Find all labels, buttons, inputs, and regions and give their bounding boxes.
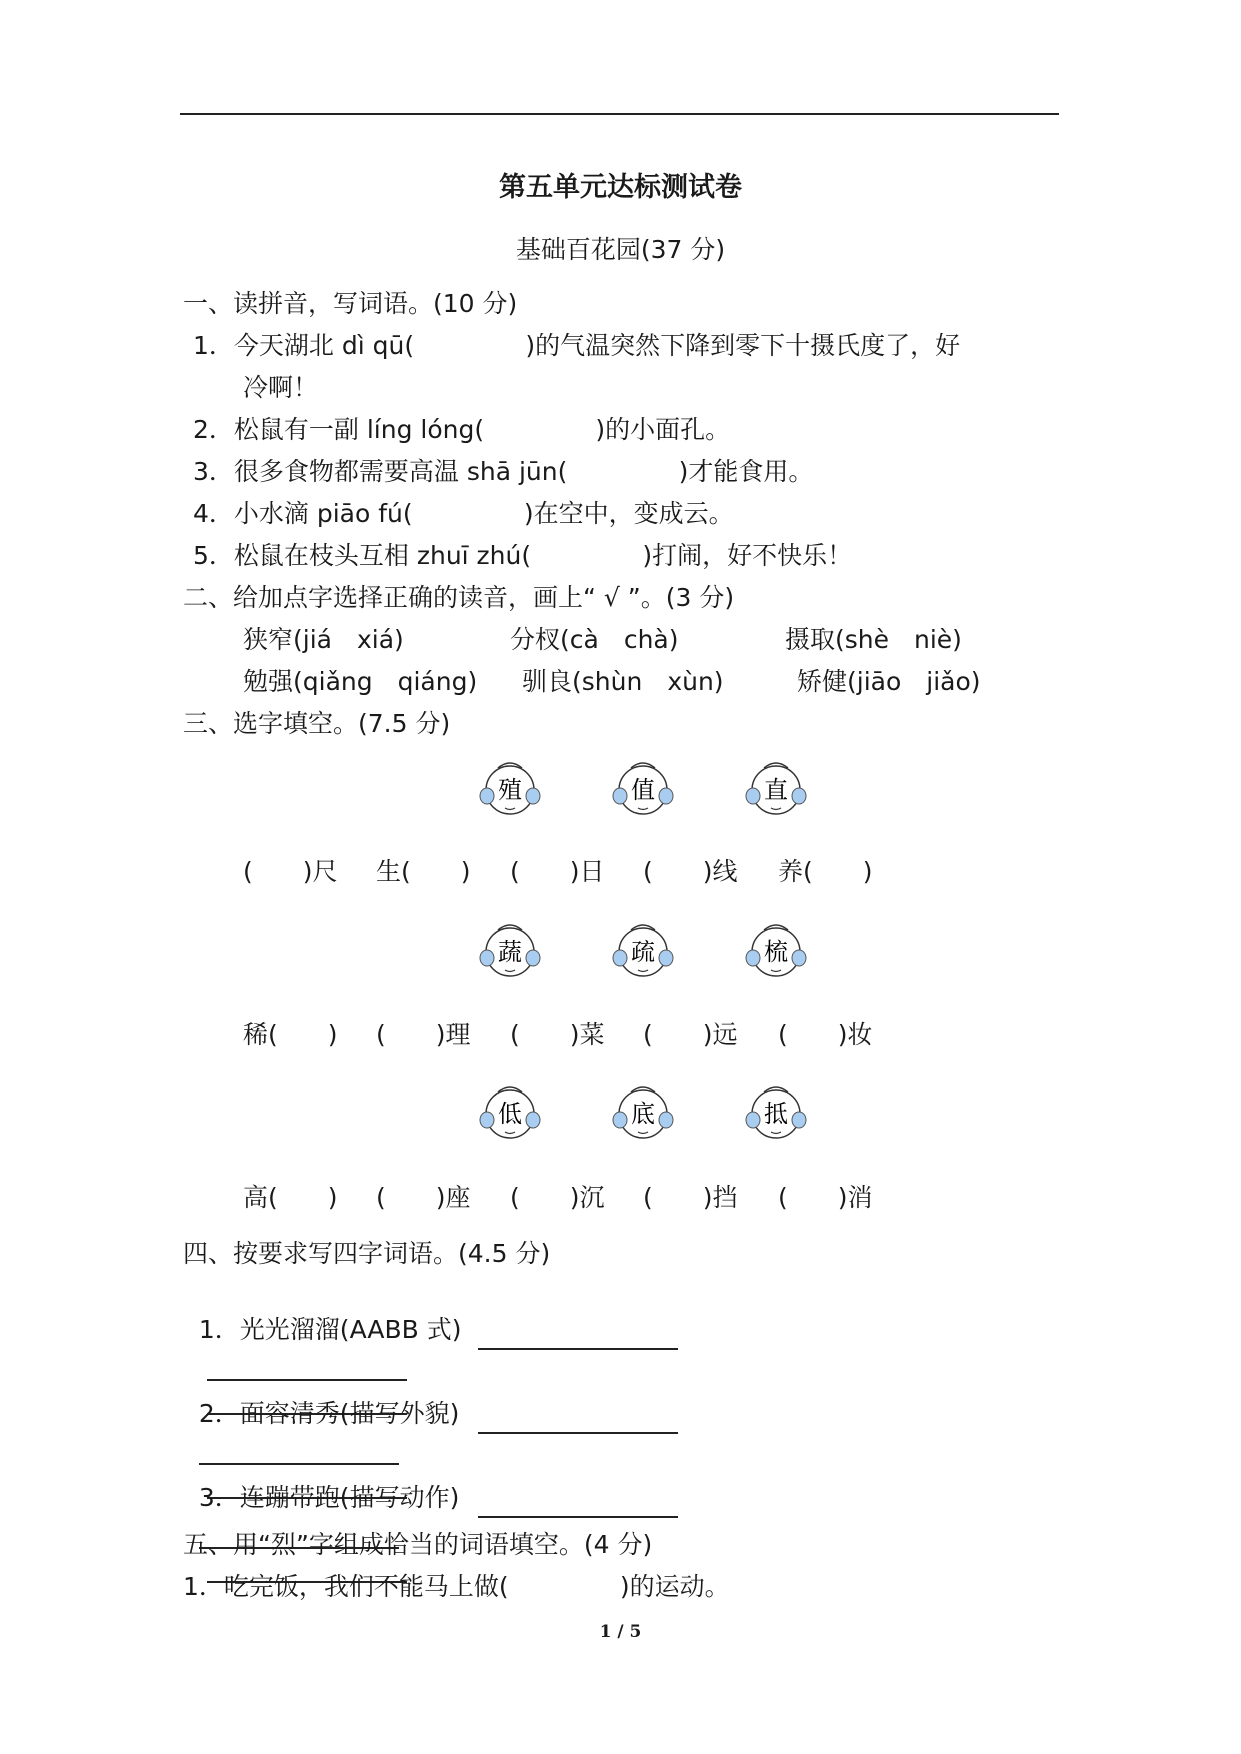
s3-blank[interactable]: ( )座 [376, 1183, 471, 1212]
character-face-icon [478, 1082, 542, 1142]
character-face-icon [611, 1082, 675, 1142]
face-char: 直 [764, 776, 788, 804]
face-char: 殖 [498, 776, 522, 804]
s4-question-2-label: 2．面容清秀(描写外貌) [198, 1399, 460, 1428]
s2-item[interactable]: 勉强(qiǎng qiáng) [243, 667, 478, 696]
top-rule [180, 113, 1059, 115]
section1-heading: 一、读拼音，写词语。(10 分) [183, 289, 518, 318]
face-char: 蔬 [498, 938, 522, 966]
answer-line[interactable] [478, 1406, 678, 1434]
s2-item[interactable]: 驯良(shùn xùn) [522, 667, 724, 696]
s5-question-1: 1．吃完饭，我们不能马上做( )的运动。 [183, 1572, 730, 1601]
answer-line[interactable] [478, 1322, 678, 1350]
answer-line[interactable] [478, 1490, 678, 1518]
section3-heading: 三、选字填空。(7.5 分) [183, 709, 451, 738]
s3-blank[interactable]: ( )菜 [510, 1020, 605, 1049]
face-char: 疏 [631, 938, 655, 966]
s3-blank[interactable]: ( )线 [643, 857, 738, 886]
s4-question-3-label: 3．连蹦带跑(描写动作) [198, 1483, 460, 1512]
s3-blank[interactable]: ( )妆 [778, 1020, 873, 1049]
s1-question-5: 5．松鼠在枝头互相 zhuī zhú( )打闹，好不快乐！ [193, 541, 853, 570]
s3-blank[interactable]: ( )理 [376, 1020, 471, 1049]
s2-item[interactable]: 狭窄(jiá xiá) [243, 625, 404, 654]
s1-question-3: 3．很多食物都需要高温 shā jūn( )才能食用。 [193, 457, 814, 486]
character-face-icon [478, 758, 542, 818]
s3-blank[interactable]: ( )沉 [510, 1183, 605, 1212]
s3-blank[interactable]: 养( ) [778, 857, 873, 886]
character-face-icon [744, 920, 808, 980]
section2-heading: 二、给加点字选择正确的读音，画上“ √ ”。(3 分) [183, 583, 735, 612]
page-title: 第五单元达标测试卷 [499, 172, 742, 203]
face-char: 抵 [764, 1100, 788, 1128]
s3-blank[interactable]: ( )消 [778, 1183, 873, 1212]
s3-blank[interactable]: 稀( ) [243, 1020, 338, 1049]
face-char: 值 [631, 776, 655, 804]
character-face-icon [478, 920, 542, 980]
s3-blank[interactable]: ( )挡 [643, 1183, 738, 1212]
face-char: 梳 [764, 938, 788, 966]
section5-heading: 五、用“烈”字组成恰当的词语填空。(4 分) [183, 1530, 653, 1559]
s1-question-1-cont: 冷啊！ [243, 373, 319, 402]
s4-question-3 [183, 1447, 459, 1583]
s3-blank[interactable]: ( )远 [643, 1020, 738, 1049]
s4-question-1-label: 1．光光溜溜(AABB 式) [198, 1315, 462, 1344]
s1-question-1: 1．今天湖北 dì qū( )的气温突然下降到零下十摄氏度了，好 [193, 331, 961, 360]
character-face-icon [744, 758, 808, 818]
s1-question-4: 4．小水滴 piāo fú( )在空中，变成云。 [193, 499, 734, 528]
s3-blank[interactable]: 高( ) [243, 1183, 338, 1212]
section4-heading: 四、按要求写四字词语。(4.5 分) [183, 1239, 551, 1268]
s2-item[interactable]: 摄取(shè niè) [785, 625, 962, 654]
page-number: 1 / 5 [599, 1622, 642, 1642]
s2-item[interactable]: 分杈(cà chà) [510, 625, 679, 654]
s1-question-2: 2．松鼠有一副 líng lóng( )的小面孔。 [193, 415, 731, 444]
face-char: 底 [631, 1100, 655, 1128]
s3-blank[interactable]: ( )日 [510, 857, 605, 886]
s2-item[interactable]: 矫健(jiāo jiǎo) [797, 667, 981, 696]
section-subtitle: 基础百花园(37 分) [515, 235, 726, 264]
character-face-icon [611, 758, 675, 818]
character-face-icon [744, 1082, 808, 1142]
character-face-icon [611, 920, 675, 980]
s3-blank[interactable]: 生( ) [376, 857, 471, 886]
face-char: 低 [498, 1100, 522, 1128]
s3-blank[interactable]: ( )尺 [243, 857, 338, 886]
